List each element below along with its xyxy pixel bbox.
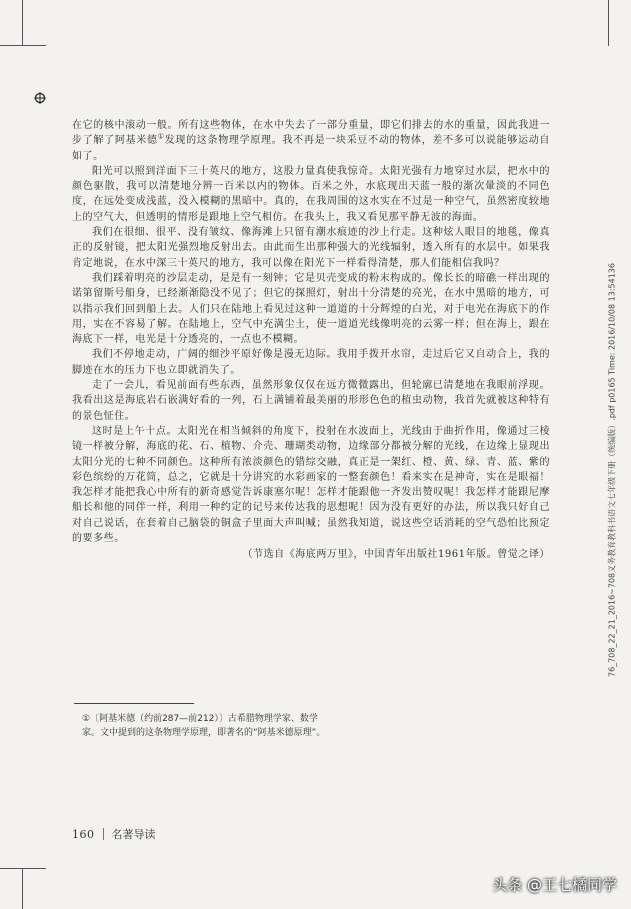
print-slug: 76_708_22_21_2016~708义务教育教科书语文七年级下册（统编版）.pdf p0165 Time: 2016/10/08 13:54136 (607, 263, 617, 677)
footnote-ref[interactable]: ① (157, 132, 165, 141)
page-footer (72, 826, 156, 842)
crop-mark (22, 0, 23, 46)
footnote-divider (74, 703, 194, 704)
paragraph: 阳光可以照到洋面下三十英尺的地方，这股力量真使我惊奇。太阳光强有力地穿过水层，把水中的颜色驱散，我可以清楚地分辨一百米以内的物体。百米之外，水底现出天蓝一般的渐次暈淡的不同色度，在远处变成浅蓝，没入模糊的黑暗中。真的，在我周围的这水实在不过是一种空气，虽然密度较地上的空气大，但透明的情形是跟地上空气相仿。在我头上，我又看见那平静无波的海面。 (72, 165, 550, 223)
crop-mark (0, 45, 46, 46)
paragraph: 我们不停地走动，广阔的细沙平原好像是漫无边际。我用手拨开水帘，走过后它又自动合上，我的脚迹在水的压力下也立即就消失了。 (72, 349, 550, 376)
footer-divider (103, 828, 104, 840)
footnote-marker: ① (82, 714, 91, 724)
paragraph: 我们在很细、很平、没有皱纹、像海滩上只留有潮水痕迹的沙上行走。这种炫人眼目的地毯，像真正的反射镜，把太阳光强烈地反射出去。由此而生出那种强大的光线辐射，透入所有的水层中。如果我肯定地说，在水中深三十英尺的地方，我可以像在阳光下一样看得清楚，那人们能相信我吗？ (72, 227, 550, 269)
footnote (82, 712, 332, 740)
paragraph: 我们踩着明亮的沙层走动，是是有一刻钟；它是贝壳变成的粉末构成的。像长长的暗礁一样出现的诺第留斯号船身，已经渐渐隐没不见了；但它的探照灯，射出十分清楚的亮光，在水中黑暗的地方，可以指示我们回到船上去。人们只在陆地上看见过这种一道道的十分辉煌的白光，对于电光在海底下的作用，实在不容易了解。在陆地上，空气中充满尘土，使一道道光线像明亮的云雾一样；但在海上，跟在海底下一样，电光是十分透亮的，一点也不模糊。 (72, 272, 550, 346)
watermark: 头条 @王七橘同学 (492, 876, 617, 894)
footnote-text: 〔阿基米德（约前287—前212）〕古希腊物理学家、数学家。文中提到的这条物理学原理，即著名的“阿基米德原理”。 (82, 714, 326, 738)
article-body (72, 118, 550, 563)
section-title: 名著导读 (111, 828, 156, 841)
paragraph: 走了一会儿，看见前面有些东西，虽然形象仅仅在远方微微露出，但轮廓已清楚地在我眼前浮现。我看出这是海底岩石嵌满好看的一列，石上满铺着最美丽的形形色色的植虫动物，我首先就被这种特有的景色怔住。 (72, 380, 550, 422)
crop-mark (22, 869, 23, 909)
paragraph: 在它的核中滚动一般。所有这些物体，在水中失去了一部分重量，即它们排去的水的重量，因此我进一步了解了阿基米德①发现的这条物理学原理。我不再是一块采豆不动的物体，差不多可以说能够运动自如了。 (72, 120, 550, 162)
page-number: 160 (72, 828, 95, 841)
crosshair-circle-icon (34, 92, 46, 104)
crop-mark (0, 868, 46, 869)
crop-mark (608, 0, 609, 46)
source-citation: （节选自《海底两万里》，中国青年出版社1961年版。曾觉之译） (242, 549, 550, 561)
paragraph: 这时是上午十点。太阳光在相当倾斜的角度下，投射在水波面上，光线由于曲折作用，像通过三棱镜一样被分解，海底的花、石、植物、介壳、珊瑚类动物，边缘部分都被分解的光线，在边缘上显现出太阳分光的七种不同颜色。这种所有浓淡颜色的错综交融，真正是一架红、橙、黄、绿、青、蓝、紫的彩色缤纷的万花筒，总之，它就是十分讲究的水彩画家的一整套颜色！看来实在是神奇，实在是眼福！我怎样才能把我心中所有的新奇感觉告诉康塞尔呢！怎样才能跟他一齐发出赞叹呢！我怎样才能跟尼摩船长和他的同伴一样，利用一种约定的记号来传达我的思想呢！因为没有更好的办法，所以我只好自己对自己说话，在套着自己脑袋的铜盒子里面大声叫喊；虽然我知道，说这些空话消耗的空气恐怕比预定的要多些。 (72, 425, 550, 545)
